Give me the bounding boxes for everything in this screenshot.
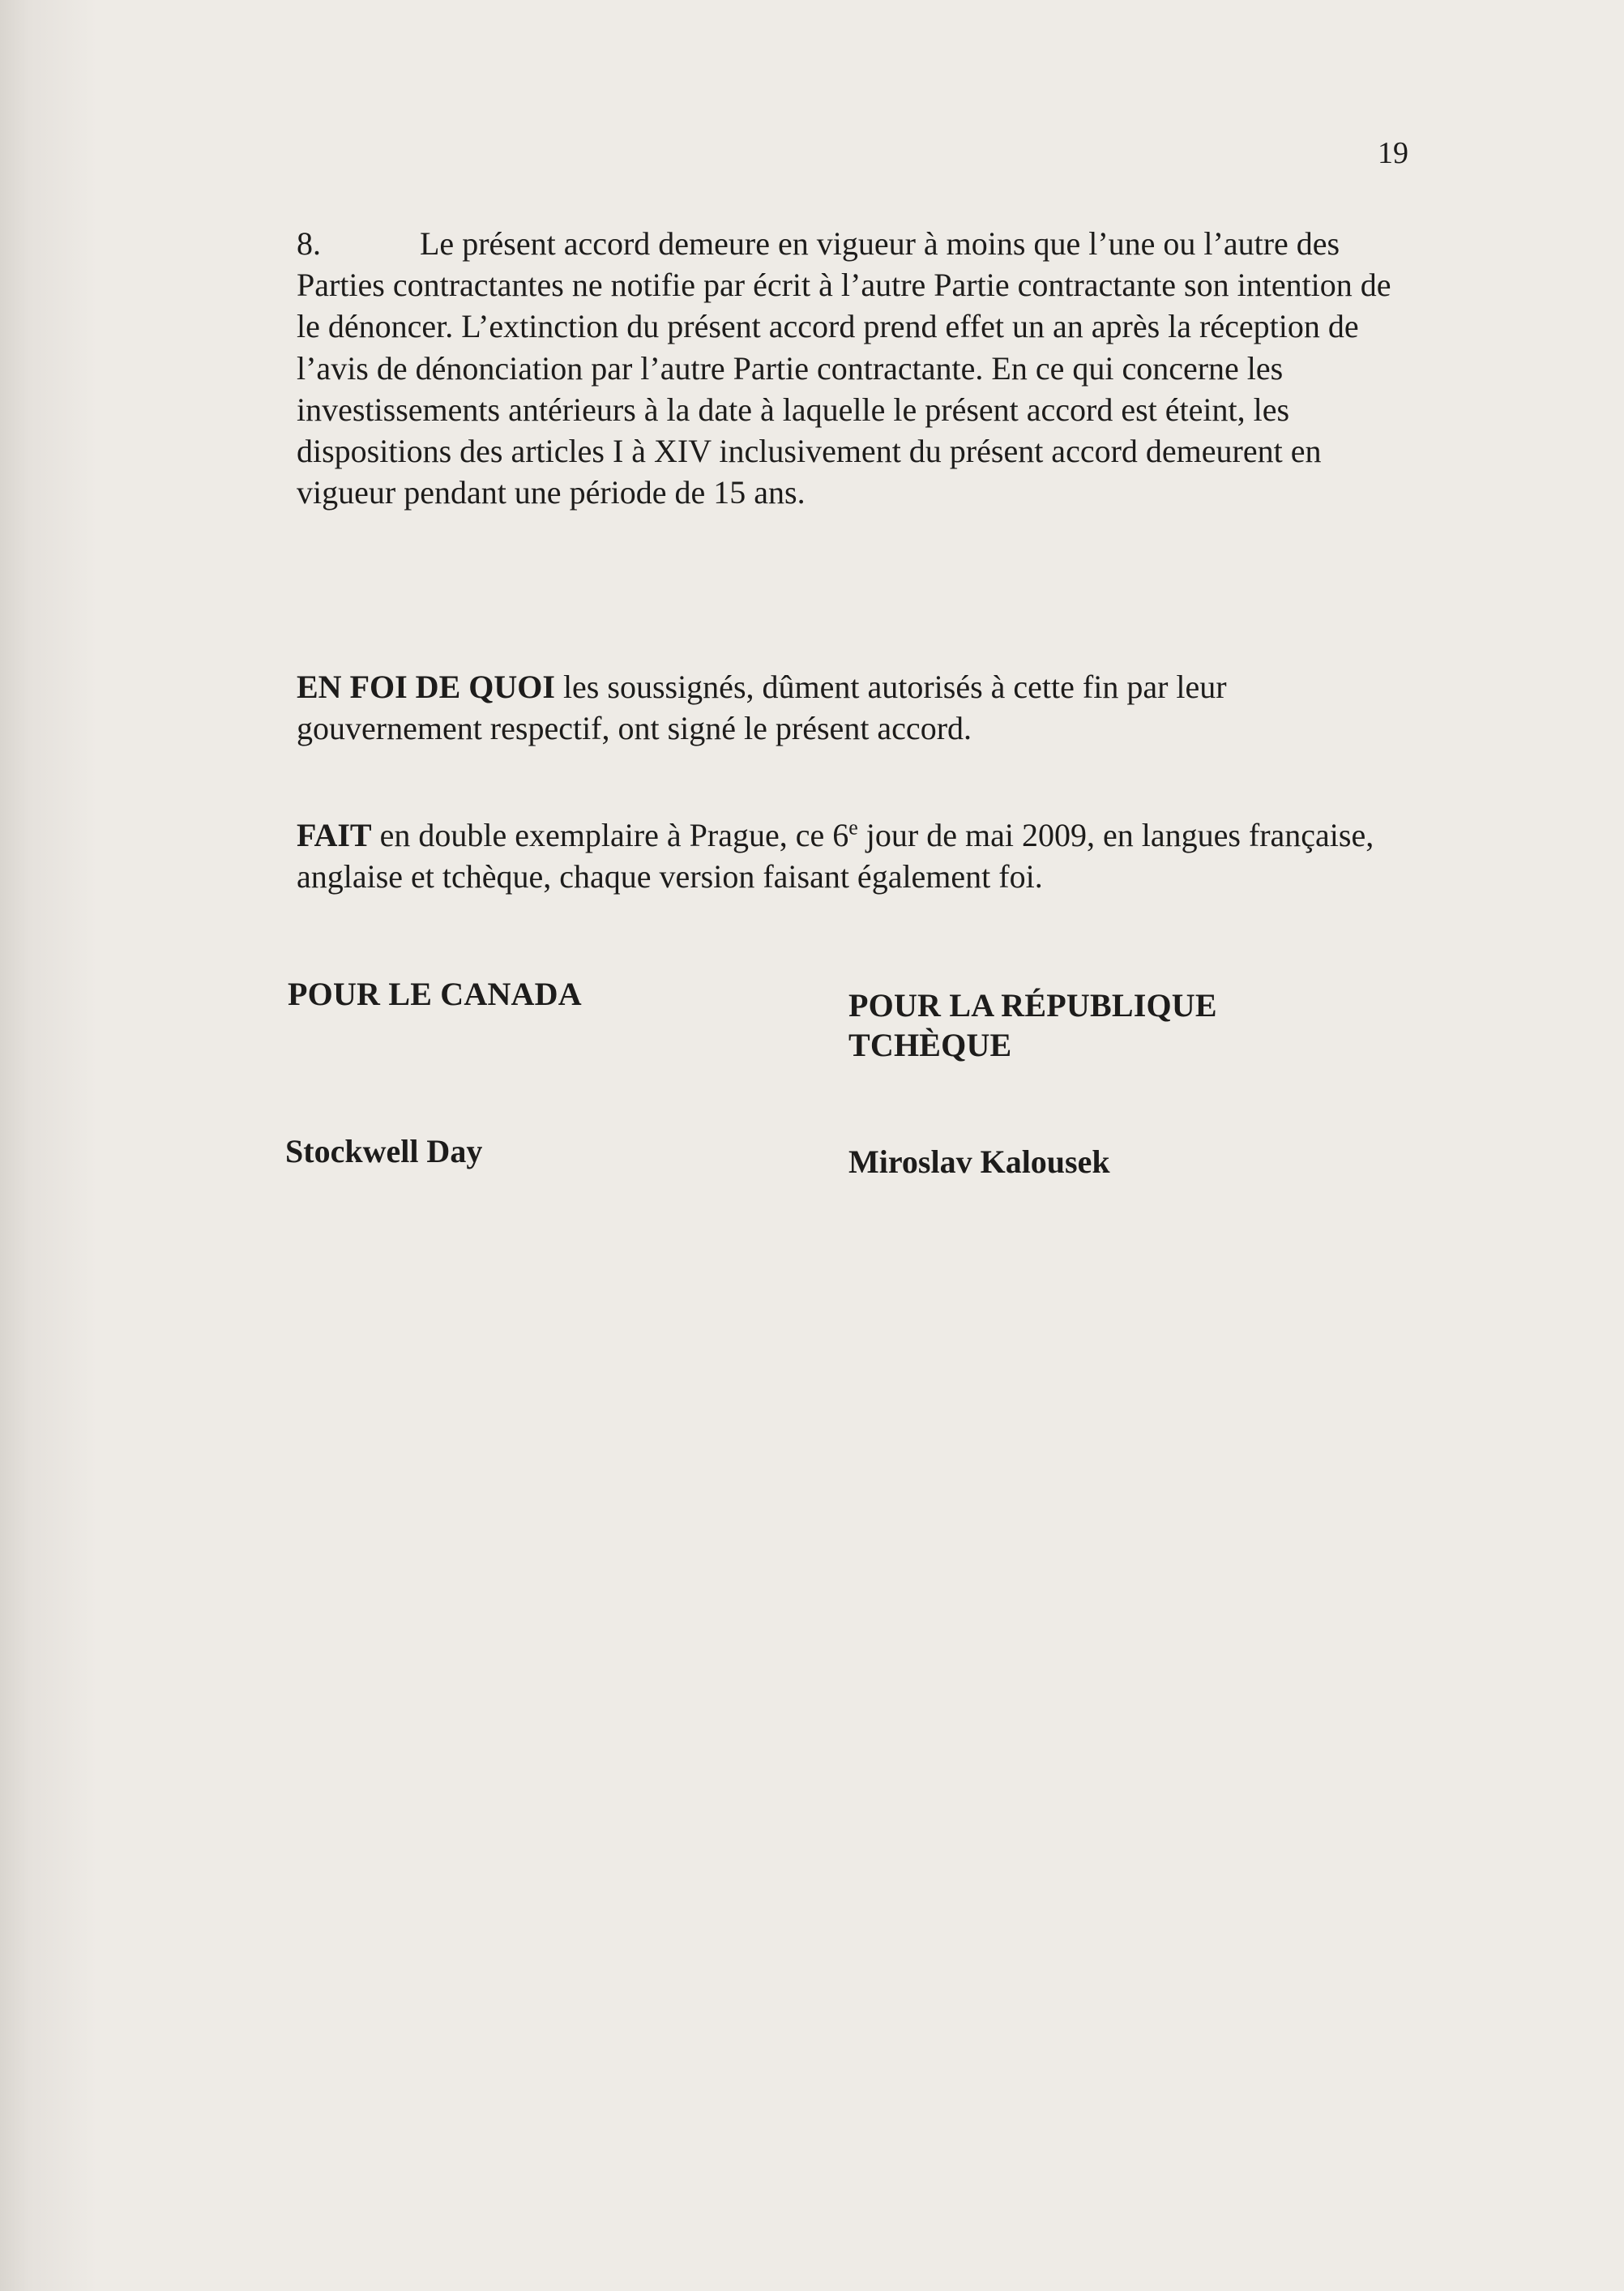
faint-bleed-through <box>308 502 315 601</box>
date-superscript: e <box>848 815 858 840</box>
page-left-shadow <box>0 0 97 2291</box>
fait-lead: FAIT <box>297 817 372 853</box>
paragraph-number: 8. <box>297 225 321 262</box>
page-number: 19 <box>1378 136 1408 170</box>
czech-republic-signatory-name: Miroslav Kalousek <box>848 1143 1110 1180</box>
paragraph-8 <box>297 223 1399 513</box>
fait-text-before-superscript: en double exemplaire à Prague, ce 6 <box>371 817 849 853</box>
canada-signatory-name: Stockwell Day <box>285 1133 483 1169</box>
en-foi-de-quoi-text: les soussignés, dûment autorisés à cette fin par leur gouvernement respectif, ont signé le présent accord. <box>297 669 1227 747</box>
canada-signature-heading: POUR LE CANADA <box>288 976 582 1012</box>
fait-text-after-superscript: jour de mai 2009, en langues française, anglaise et tchèque, chaque version faisant également foi. <box>297 817 1374 895</box>
czech-republic-signature-heading: POUR LA RÉPUBLIQUE TCHÈQUE <box>848 987 1217 1063</box>
en-foi-de-quoi-paragraph <box>297 666 1399 749</box>
paragraph-8-text: Le présent accord demeure en vigueur à moins que l’une ou l’autre des Parties contractantes ne notifie par écrit à l’autre Partie contractante son intention de le dénoncer. L’extinction du présent accord prend effet un an après la réception de l’avis de dénonciation par l’autre Partie contractante. En ce qui concerne les investissements antérieurs à la date à laquelle le présent accord est éteint, les dispositions des articles I à XIV inclusivement du présent accord demeurent en vigueur pendant une période de 15 ans. <box>297 225 1391 511</box>
en-foi-de-quoi-lead: EN FOI DE QUOI <box>297 669 555 705</box>
fait-paragraph <box>297 814 1399 897</box>
